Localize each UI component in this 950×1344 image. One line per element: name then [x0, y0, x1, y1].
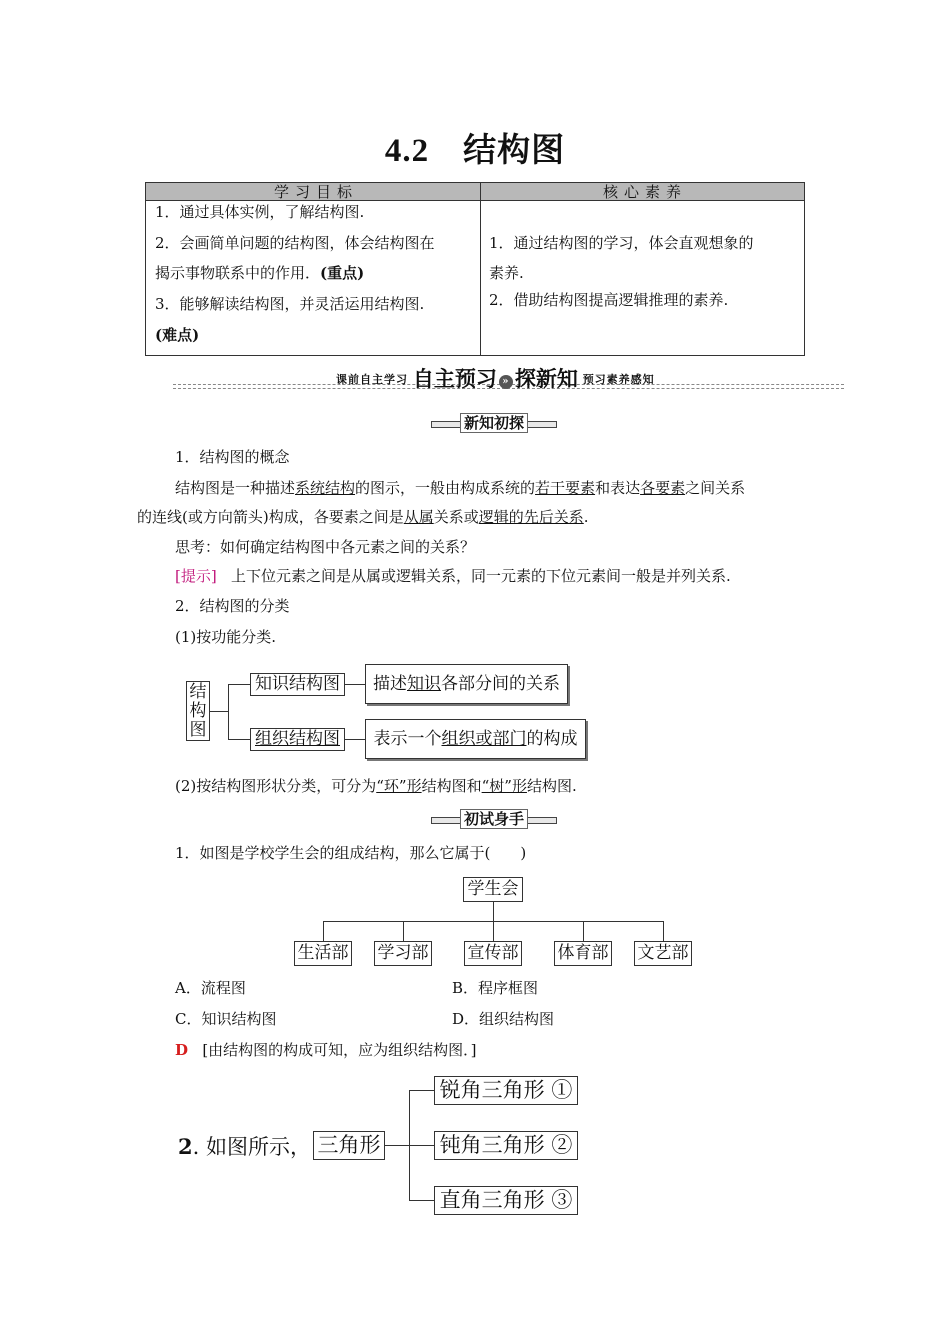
blank-logical-order: 逻辑的先后关系 [478, 508, 584, 526]
connector-drop-1 [323, 921, 324, 941]
question-1-stem: 1．如图是学校学生会的组成结构，那么它属于( ) [175, 844, 527, 862]
study-dept-box: 学习部 [374, 941, 432, 966]
chevron-right-icon: » [499, 375, 513, 389]
answer-letter: D [175, 1041, 189, 1059]
publicity-dept-box: 宣传部 [464, 941, 522, 966]
concept-paragraph-line-2: 的连线(或方向箭头)构成，各要素之间是从属关系或逻辑的先后关系. [137, 508, 589, 526]
organization-structure-box: 组织结构图 [250, 728, 345, 751]
classify-heading: 2．结构图的分类 [175, 597, 290, 615]
table-divider [480, 183, 481, 355]
connector-root [210, 711, 228, 712]
life-dept-box: 生活部 [294, 941, 352, 966]
concept-paragraph-line-1: 结构图是一种描述系统结构的图示，一般由构成系统的若干要素和表达各要素之间关系 [175, 479, 746, 497]
classify-by-function: (1)按功能分类. [175, 628, 277, 646]
tag-new-knowledge-label: 新知初探 [460, 413, 528, 433]
connector-root-down [493, 902, 494, 921]
goal-line-4: 3．能够解读结构图，并灵活运用结构图. [155, 295, 425, 313]
header-core-literacy: 核心素养 [603, 183, 688, 201]
blank-each-element: 各要素 [640, 479, 686, 497]
tag-first-try-label: 初试身手 [460, 809, 528, 829]
key-point-mark: (重点) [320, 264, 365, 282]
connector-organization [345, 739, 365, 740]
hint-line [175, 566, 731, 586]
section-title: 结构图 [463, 133, 566, 169]
root-structure-chart-box: 结 构 图 [186, 681, 210, 741]
tag-first-try [431, 809, 557, 829]
question-2-stem: 2. 如图所示， [178, 1134, 311, 1159]
blank-ring-shape: “环”形 [376, 777, 422, 795]
header-learning-goals: 学习目标 [274, 183, 359, 201]
concept-heading: 1．结构图的概念 [175, 448, 290, 466]
blank-elements: 若干要素 [535, 479, 596, 497]
student-union-box: 学生会 [463, 877, 523, 902]
question-2-number: 2 [178, 1134, 193, 1159]
literacy-line-3: 2．借助结构图提高逻辑推理的素养. [489, 291, 729, 309]
organization-description-box: 表示一个组织或部门的构成 [365, 719, 586, 759]
sports-dept-box: 体育部 [554, 941, 612, 966]
option-a: A．流程图 [175, 979, 246, 997]
page-title [0, 124, 950, 171]
answer-line [175, 1040, 477, 1060]
goal-line-2: 2．会画简单问题的结构图，体会结构图在 [155, 234, 435, 252]
goal-line-3: 揭示事物联系中的作用．(重点) [155, 264, 365, 282]
obtuse-triangle-box: 钝角三角形 ② [434, 1131, 578, 1160]
banner-pre: 课前自主学习 [336, 373, 408, 386]
connector-triangle-2 [409, 1145, 434, 1146]
connector-drop-3 [493, 921, 494, 941]
option-d: D．组织结构图 [452, 1010, 555, 1028]
blank-subordinate: 从属 [403, 508, 434, 526]
think-question: 思考：如何确定结构图中各元素之间的关系？ [175, 538, 476, 556]
option-b: B．程序框图 [452, 979, 539, 997]
knowledge-structure-box: 知识结构图 [250, 673, 345, 696]
acute-triangle-box: 锐角三角形 ① [434, 1076, 578, 1105]
hint-text: 上下位元素之间是从属或逻辑关系，同一元素的下位元素间一般是并列关系. [231, 567, 731, 585]
objectives-table [145, 182, 805, 356]
connector-drop-5 [663, 921, 664, 941]
triangle-root-box: 三角形 [313, 1131, 385, 1160]
literacy-line-1: 1．通过结构图的学习，体会直观想象的 [489, 234, 754, 252]
arts-dept-box: 文艺部 [634, 941, 692, 966]
connector-triangle-root [385, 1145, 409, 1146]
section-banner [336, 363, 655, 393]
connector-knowledge [345, 684, 365, 685]
connector-triangle-3 [409, 1200, 434, 1201]
banner-post: 预习素养感知 [582, 373, 655, 386]
tag-new-knowledge [431, 413, 557, 433]
connector-triangle-1 [409, 1090, 434, 1091]
classify-by-shape: (2)按结构图形状分类，可分为“环”形结构图和“树”形结构图. [175, 777, 577, 795]
difficulty-mark: (难点) [155, 326, 200, 344]
banner-main-1: 自主预习 [412, 367, 497, 391]
connector-branch-top [228, 684, 250, 685]
right-triangle-box: 直角三角形 ③ [434, 1186, 578, 1215]
knowledge-description-box: 描述知识各部分间的关系 [365, 664, 568, 704]
goal-line-1: 1．通过具体实例，了解结构图. [155, 203, 365, 221]
blank-system-structure: 系统结构 [295, 479, 356, 497]
option-c: C．知识结构图 [175, 1010, 277, 1028]
connector-drop-2 [403, 921, 404, 941]
blank-tree-shape: “树”形 [481, 777, 527, 795]
banner-main-2: 探新知 [514, 367, 578, 391]
section-number: 4.2 [384, 133, 430, 169]
answer-explanation: [由结构图的构成可知，应为组织结构图．] [202, 1041, 477, 1059]
connector-drop-4 [583, 921, 584, 941]
hint-tag: [提示] [175, 567, 217, 585]
literacy-line-2: 素养. [489, 264, 524, 282]
connector-branch-vertical [228, 684, 229, 739]
connector-branch-bottom [228, 739, 250, 740]
